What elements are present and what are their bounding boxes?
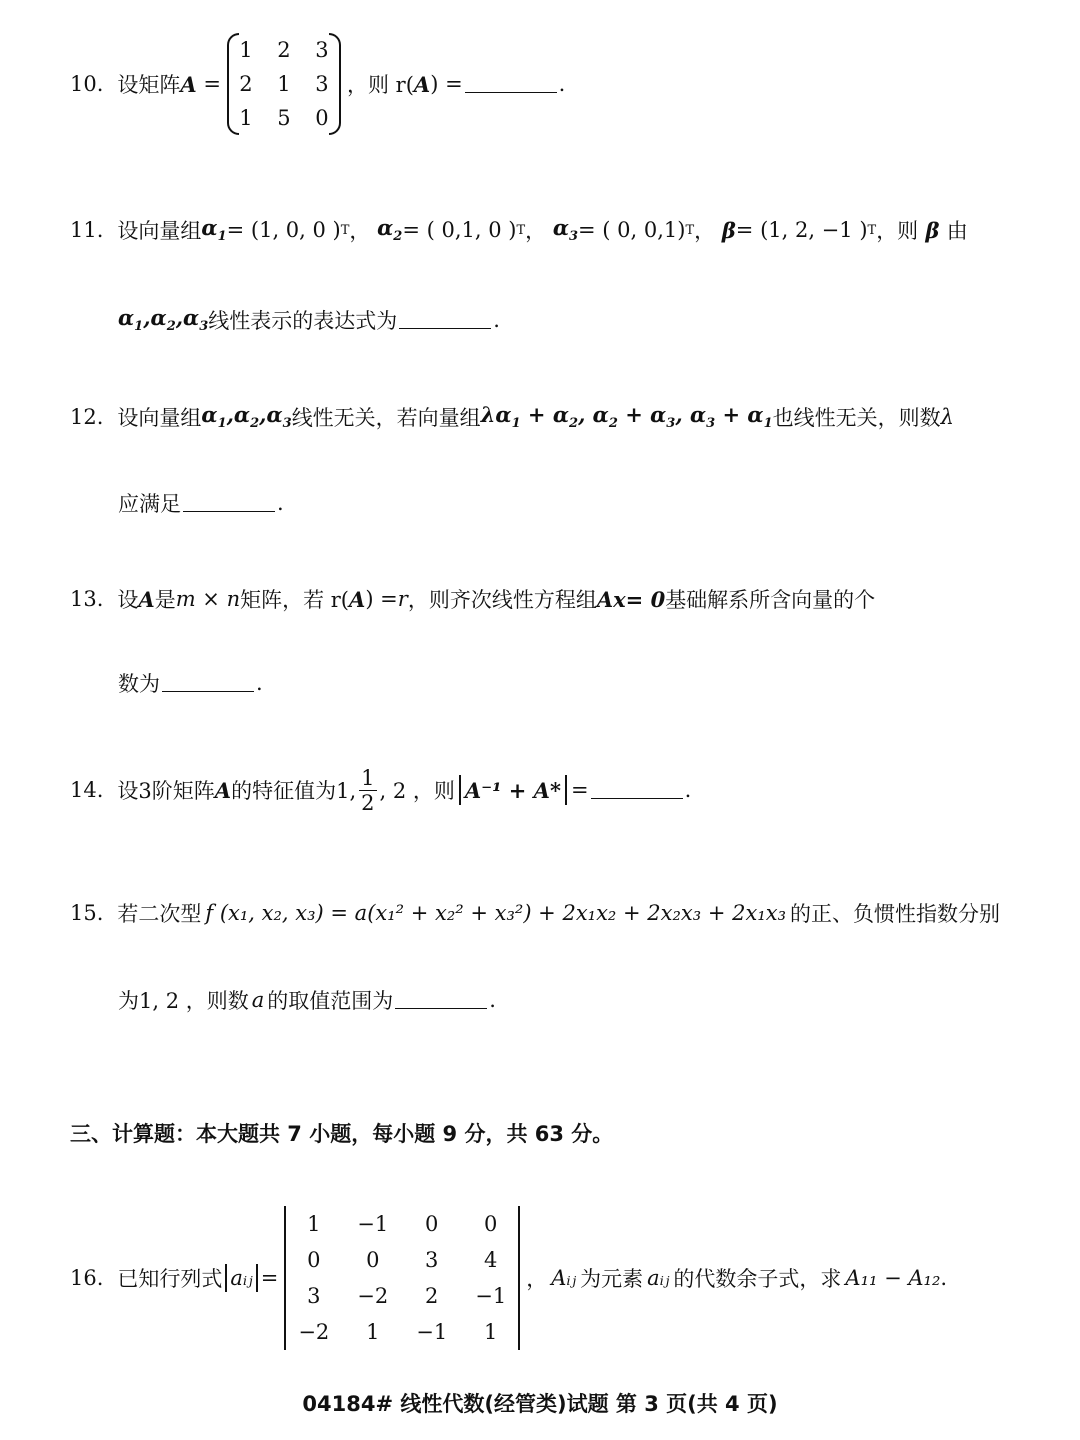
det-cell: 1 — [484, 1320, 498, 1344]
det-row — [284, 1314, 520, 1350]
question-11 — [70, 215, 968, 245]
det-cell: 2 — [425, 1284, 439, 1308]
comma: ， — [525, 219, 553, 243]
question-15 — [70, 898, 1000, 928]
abs-bar — [225, 1264, 227, 1292]
period: . — [277, 491, 284, 515]
fraction — [359, 766, 376, 815]
section-heading: 三、计算题：本大题共 7 小题，每小题 9 分，共 63 分。 — [70, 1122, 614, 1146]
det-cell: 0 — [484, 1212, 498, 1236]
question-number: 16. — [70, 1266, 104, 1290]
lambda-symbol: λ — [940, 405, 954, 429]
period: . — [489, 988, 496, 1012]
matrix-row — [227, 33, 341, 67]
question-text: 的取值范围为 — [267, 989, 394, 1013]
beta-symbol: β — [721, 217, 736, 243]
quadratic-form: f (x₁, x₂, x₃) = a(x₁² + x₂² + x₃²) + 2x₁x₂ + 2x₂x₃ + 2x₁x₃ — [205, 901, 787, 925]
matrix-row — [227, 67, 341, 101]
equals-sign: = — [260, 1266, 279, 1290]
matrix-cell: 3 — [315, 38, 329, 62]
matrix-cell: 1 — [277, 72, 291, 96]
question-14 — [70, 760, 691, 820]
equation-rhs: = 0 — [625, 586, 666, 612]
question-text: 是 — [154, 588, 176, 612]
question-text: ， — [526, 1267, 548, 1291]
right-paren — [329, 33, 341, 135]
det-cell: −2 — [298, 1320, 330, 1344]
question-text: 的特征值为1, — [231, 779, 357, 803]
equation: Ax — [596, 586, 626, 612]
det-row — [284, 1242, 520, 1278]
alpha-symbol: $\alpha_2$ — [377, 215, 403, 245]
dimension: m × n — [175, 587, 241, 611]
period: . — [558, 72, 566, 96]
comma: ， — [694, 219, 722, 243]
question-16 — [70, 1208, 947, 1348]
answer-blank[interactable] — [395, 1007, 487, 1009]
expression: A₁₁ − A₁₂ — [845, 1266, 941, 1290]
det-cell: 0 — [307, 1248, 321, 1272]
question-text: 设 — [117, 588, 139, 612]
vector-value: = (1, 0, 0 ) — [226, 218, 341, 242]
rank-symbol: r — [397, 587, 408, 611]
question-text: 已知行列式 — [117, 1267, 223, 1291]
question-11-line2 — [118, 305, 500, 335]
left-bar — [284, 1206, 286, 1350]
right-bar — [518, 1206, 520, 1350]
left-paren — [227, 33, 239, 135]
abs-bar — [256, 1264, 258, 1292]
matrix-row — [227, 101, 341, 135]
determinant — [284, 1206, 520, 1350]
question-text: 应满足 — [118, 492, 181, 516]
question-text: , 2 ，则 — [379, 779, 455, 803]
question-15-line2 — [118, 985, 496, 1015]
question-text: 矩阵，若 r( — [240, 588, 350, 612]
cofactor-symbol: Aᵢⱼ — [551, 1266, 577, 1290]
matrix-cell: 2 — [239, 72, 253, 96]
question-number: 14. — [70, 778, 104, 802]
matrix-symbol: A — [214, 777, 232, 803]
question-text: 的代数余子式，求 — [673, 1267, 842, 1291]
question-text: 设3阶矩阵 — [117, 779, 215, 803]
answer-blank[interactable] — [465, 91, 557, 93]
expression: A⁻¹ + A* — [464, 777, 561, 803]
transpose-mark: T — [516, 222, 526, 238]
transpose-mark: T — [685, 222, 695, 238]
answer-blank[interactable] — [399, 327, 491, 329]
det-cell: −2 — [357, 1284, 389, 1308]
vector-value: = (1, 2, −1 ) — [735, 218, 868, 242]
abs-bar — [459, 775, 461, 805]
page-footer: 04184# 线性代数(经管类)试题 第 3 页(共 4 页) — [302, 1392, 778, 1416]
matrix-cell: 1 — [239, 38, 253, 62]
det-cell: 1 — [366, 1320, 380, 1344]
alpha-list: $\alpha_1,\alpha_2,\alpha_3$ — [118, 305, 209, 335]
det-cell: 1 — [307, 1212, 321, 1236]
det-cell: 0 — [425, 1212, 439, 1236]
transpose-mark: T — [340, 222, 350, 238]
det-cell: 3 — [425, 1248, 439, 1272]
question-number: 11. — [70, 218, 104, 242]
equals-sign: = — [196, 72, 221, 96]
question-text: ，则齐次线性方程组 — [407, 588, 597, 612]
matrix-symbol: A — [180, 71, 197, 97]
element-symbol: aᵢⱼ — [647, 1266, 670, 1290]
question-text: 设矩阵 — [117, 73, 181, 97]
period: . — [256, 671, 263, 695]
det-cell: −1 — [357, 1212, 389, 1236]
answer-blank[interactable] — [162, 690, 254, 692]
denominator: 2 — [361, 790, 375, 815]
alpha-symbol: $\alpha_3$ — [552, 215, 579, 245]
question-text: 为元素 — [580, 1267, 644, 1291]
question-text: ，则 r( — [346, 73, 414, 97]
matrix-cell: 2 — [277, 38, 291, 62]
matrix-symbol: A — [349, 586, 366, 612]
vector-value: = ( 0,1, 0 ) — [402, 218, 517, 242]
det-cell: 4 — [484, 1248, 498, 1272]
question-13 — [70, 584, 875, 614]
element-symbol: aᵢⱼ — [230, 1266, 253, 1290]
period: . — [493, 308, 500, 332]
answer-blank[interactable] — [591, 797, 683, 799]
question-13-line2 — [118, 668, 263, 698]
alpha-symbol: $\alpha_1$ — [201, 215, 227, 245]
question-text: 也线性无关，则数 — [772, 406, 941, 430]
det-cell: −1 — [475, 1284, 507, 1308]
abs-bar — [565, 775, 567, 805]
matrix-symbol: A — [138, 586, 155, 612]
matrix-cell: 5 — [277, 106, 291, 130]
question-text: 基础解系所含向量的个 — [665, 588, 876, 612]
matrix-cell: 0 — [315, 106, 329, 130]
answer-blank[interactable] — [183, 510, 275, 512]
matrix-cell: 3 — [315, 72, 329, 96]
alpha-list: $\alpha_1,\alpha_2,\alpha_3$ — [201, 402, 292, 432]
question-text: 的正、负惯性指数分别 — [790, 902, 1001, 926]
variable-a: a — [251, 988, 265, 1012]
question-text: ) = — [430, 72, 463, 96]
question-number: 13. — [70, 587, 104, 611]
question-text: 设向量组 — [117, 219, 202, 243]
question-10 — [70, 34, 565, 134]
beta-symbol: β — [918, 217, 947, 243]
question-text: ，则 — [876, 219, 919, 243]
question-text: 设向量组 — [117, 406, 202, 430]
question-12-line2 — [118, 488, 284, 518]
question-12 — [70, 402, 954, 432]
question-number: 12. — [70, 405, 104, 429]
matrix-symbol: A — [413, 71, 431, 97]
vector-combination: $\lambda\alpha_1 + \alpha_2$, $\alpha_2 + \alpha_3$, $\alpha_3 + \alpha_1$ — [480, 402, 773, 432]
numerator: 1 — [361, 765, 375, 790]
transpose-mark: T — [867, 222, 877, 238]
period: . — [684, 778, 692, 802]
question-number: 15. — [70, 901, 104, 925]
matrix-cell: 1 — [239, 106, 253, 130]
vector-value: = ( 0, 0,1) — [578, 218, 686, 242]
question-text: 线性无关，若向量组 — [291, 406, 481, 430]
question-text: 由 — [946, 219, 968, 243]
comma: ， — [349, 219, 378, 243]
det-row — [284, 1278, 520, 1314]
det-cell: 3 — [307, 1284, 321, 1308]
question-text: = — [570, 778, 589, 802]
period: . — [940, 1266, 948, 1290]
question-text: 数为 — [118, 672, 160, 696]
question-text: ) = — [365, 587, 398, 611]
question-number: 10. — [70, 72, 104, 96]
question-text: 线性表示的表达式为 — [208, 309, 398, 333]
question-text: 若二次型 — [117, 902, 202, 926]
question-text: 为1, 2 ，则数 — [118, 989, 249, 1013]
det-row — [284, 1206, 520, 1242]
matrix-A — [227, 33, 341, 135]
det-cell: 0 — [366, 1248, 380, 1272]
det-cell: −1 — [416, 1320, 448, 1344]
